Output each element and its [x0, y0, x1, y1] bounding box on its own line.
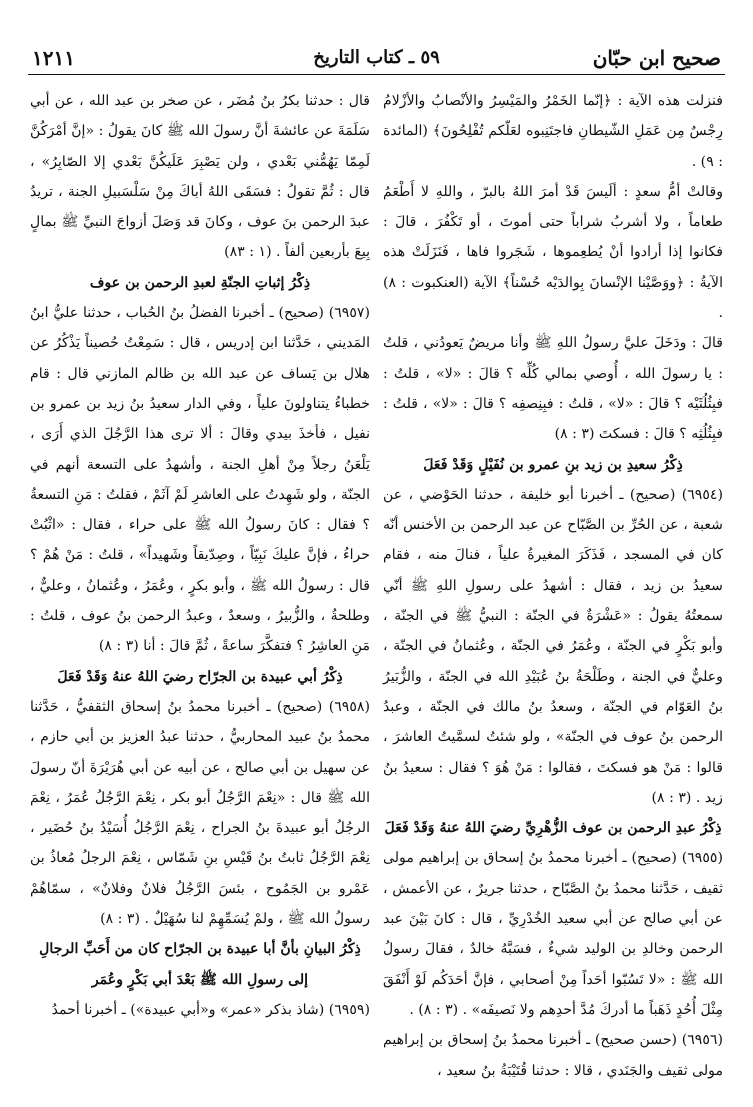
paragraph: قالَ : ودَخَلَ عليَّ رسولُ اللهِ ﷺ وأنا مريضٌ يَعودُني ، قلتُ : يا رسولَ الله ، أُوصي بمالي كُلِّه ؟ قالَ : «لا» ، قلتُ : فبِثُلُثَيْه ؟ قالَ : «لا» ، قلتُ : فبِنِصفِه ؟ قالَ : «لا» ، قلتُ : فبِثُلُثِه ؟ قالَ : فسكتَ (٣ : ٨) [383, 335, 723, 443]
page-header [28, 40, 725, 75]
paragraph: (٦٩٥٩) (شاذ بذكر «عمر» و«أبي عبيدة») ـ أخبرنا أحمدُ [51, 1001, 370, 1018]
section-heading: ذِكْرُ سعيدِ بن زيد بنِ عمرو بن نُفَيْلٍ وَقَدْ فَعَلَ [423, 456, 683, 473]
paragraph: وقالتْ أمُّ سعدٍ : ألَيسَ قَدْ أمرَ اللهُ بالبرّ ، واللهِ لا أَطْعَمُ طعاماً ، ولا أشربُ شراباً حتى أموتَ ، أو تَكْفُرَ ، قالَ : فكانوا إذا أرادوا أنْ يُطعِموها ، شَجَروا فاها ، فَنَزَلَتْ هذه الآيةُ : ﴿ووَصَّيْنا الإنْسانَ بِوالدَيْه حُسْناً﴾ الآية (العنكبوت : ٨) . [383, 183, 723, 322]
paragraph: (٦٩٥٥) (صحيح) ـ أخبرنا محمدُ بنُ إسحاق بن إبراهيم مولى ثقيف ، حَدَّثنا محمدُ بنُ الصَّبّاح ، حدثنا جريرٌ ، عن الأعمش ، عن أبي صالح عن أبي سعيد الخُدْرِيِّ ، قال : كانَ بَيْنَ عبد الرحمن وخالدِ بن الوليد شيءٌ ، فسَبَّهُ خالدٌ ، فقالَ رسولُ الله ﷺ : «لا تَسُبّوا أحَداً مِنْ أصحابي ، فإنَّ أحَدَكُم لَوْ أَنْفَقَ مِثْلَ أُحُدٍ ذَهَباً ما أدركَ مُدَّ أحدِهم ولا نَصيفَه» . (٣ : ٨) . [383, 850, 723, 1018]
section-heading: ذِكْرُ عبدِ الرحمن بن عوف الزُّهْرِيِّ رضيَ اللهُ عنهُ وَقَدْ فَعَلَ [384, 820, 722, 837]
book-title: صحيح ابن حبّان [592, 46, 721, 70]
section-heading: ذِكْرُ أبي عبيدة بن الجرّاح رضيَ اللهُ عنهُ وَقَدْ فَعَلَ [57, 668, 343, 685]
right-text-column [383, 86, 723, 1086]
left-text-column [30, 86, 370, 1025]
chapter-title: ٥٩ ـ كتاب التاريخ [313, 47, 440, 68]
paragraph: (٦٩٥٤) (صحيح) ـ أخبرنا أبو خليفة ، حدثنا الحَوْضي ، عن شعبة ، عن الحُرِّ بن الصَّبّاح عن عبد الرحمن بن الأخنس أنّه كان في المسجد ، فَذَكَرَ المغيرةُ علياً ، فنالَ منه ، فقام سعيدُ بن زيد ، فقال : أشهدُ على رسولِ اللهِ ﷺ أنّي سمعتُهُ يقولُ : «عَشْرَةٌ في الجنّة : النبيُّ ﷺ في الجنّة ، وأبو بَكْرٍ في الجنّة ، وعُمَرُ في الجنّة ، وعُثمانُ في الجنّة ، وعليٌّ في الجنة ، وطَلْحَةُ بنُ عُبَيْدِ الله في الجنّة ، والزُّبَيرُ بنُ العَوّام في الجنّة ، وسعدُ بنُ مالك في الجنّة ، وعبدُ الرحمن بنُ عوف في الجنّة» ، ولو شئتُ لسمَّيتُ العاشرَ ، قالوا : مَنْ هو فسكتَ ، فقالوا : مَنْ هُوَ ؟ فقال : سعيدُ بنُ زيد . (٣ : ٨) [383, 486, 723, 806]
paragraph: (٦٩٥٨) (صحيح) ـ أخبرنا محمدُ بنُ إسحاق الثقفيُّ ، حَدَّثنا محمدُ بنُ عبيد المحاربيُّ ، حدثنا عبدُ العزيز بن أبي حازم ، عن سهيل بن أبي صالح ، عن أبيه عن أبي هُرَيْرَةَ أنّ رسولَ الله ﷺ قال : «نِعْمَ الرَّجُلُ أبو بكر ، نِعْمَ الرَّجُلُ عُمَرُ ، نِعْمَ الرجُلُ أبو عبيدةَ بنُ الجراح ، نِعْمَ الرَّجُلُ أُسَيْدُ بنُ حُضَير ، نِعْمَ الرَّجُلُ ثابتُ بنُ قَيْسِ بنِ شَمّاس ، نِعْمَ الرجلُ مُعاذُ بن عَمْرو بن الجَمُوح ، بئسَ الرَّجُلُ فلانٌ وفلانٌ» ، سمّاهُمْ رسولُ الله ﷺ ، ولمْ يُسَمِّهِمْ لنا سُهَيْلٌ . (٣ : ٨) [30, 698, 370, 928]
page-number: ١٢١١ [32, 46, 75, 70]
paragraph: (٦٩٥٧) (صحيح) ـ أخبرنا الفضلُ بنُ الحُباب ، حدثنا عليُّ ابنُ المَديني ، حَدَّثنا ابن إدريس ، قال : سَمِعْتُ حُصيناً يَذْكُرُ عن هلال بن يَساف عن عبد الله بن ظالم المازني قال : قام خطباءُ يتناولونَ علياً ، وفي الدار سعيدُ بنُ زيد بن عمرو بن نفيل ، فأخذَ بيدي وقالَ : ألا ترى هذا الرَّجُلَ الذي أَرَى ، يَلْعَنُ رجلاً مِنْ أهلِ الجنة ، وأشهدُ على التسعة أنهم في الجنّة ، ولو شَهِدتُ على العاشرِ لَمْ آثَمْ ، فقلتُ : مَنِ التسعةُ ؟ فقال : كانَ رسولُ الله ﷺ على حراء ، فقال : «اثْبُتْ حراءُ ، فإنَّ عليكَ نَبِيّاً ، وصِدّيقاً وشَهيداً» ، قلتُ : مَنْ هُمْ ؟ قال : رسولُ الله ﷺ ، وأبو بكرٍ ، وعُمَرُ ، وعُثمانُ ، وعليٌّ ، وطلحةُ ، والزُّبيرُ ، وسعدٌ ، وعبدُ الرحمن بنُ عوف ، قلتُ : مَنِ العاشِرُ ؟ فتفكَّرَ ساعةً ، ثُمَّ قالَ : أنا (٣ : ٨) [30, 305, 370, 655]
section-heading: ذِكْرُ البيانِ بأنَّ أبا عبيدة بن الجرّاح كان من أَحَبِّ الرجالِ إلى رسولِ الله ﷺ بَعْدَ أبي بَكْرٍ وعُمَر [39, 941, 361, 988]
paragraph: (٦٩٥٦) (حسن صحيح) ـ أخبرنا محمدُ بنُ إسحاق بن إبراهيم مولى ثقيف والجَنَدي ، قالا : حدثنا قُتَيْبَةُ بنُ سعيد ، [383, 1032, 723, 1079]
paragraph: قال : حدثنا بكرُ بنُ مُضَر ، عن صخر بن عبد الله ، عن أبي سَلَمَةَ عن عائشةَ أنَّ رسولَ الله ﷺ كانَ يقولُ : «إنَّ أمْرَكُنَّ لَمِمّا يَهُمُّني بَعْدي ، ولن يَصْبِرَ عَلَيكُنَّ بَعْدي إلا الصّابِرُ» ، قال : ثُمَّ تقولُ : فسَقَى اللهُ أباكَ مِنْ سَلْسَبيلِ الجنة ، تريدُ عبدَ الرحمن بنَ عوف ، وكانَ قد وَصَلَ أزواجَ النبيِّ ﷺ بمالٍ بِيعَ بأربعين ألفاً . (١ : ٨٣) [30, 93, 370, 261]
section-heading: ذِكْرُ إثباتِ الجنّةِ لعبدِ الرحمن بن عوف [89, 274, 311, 291]
paragraph: فنزلت هذه الآية : ﴿إنّما الخَمْرُ والمَيْسِرُ والأنْصابُ والأزْلامُ رِجْسٌ مِن عَمَلِ الشّيطانِ فاجتَنِبوه لعَلّكم تُفْلِحُونَ﴾ (المائدة : ٩) . [383, 93, 723, 170]
